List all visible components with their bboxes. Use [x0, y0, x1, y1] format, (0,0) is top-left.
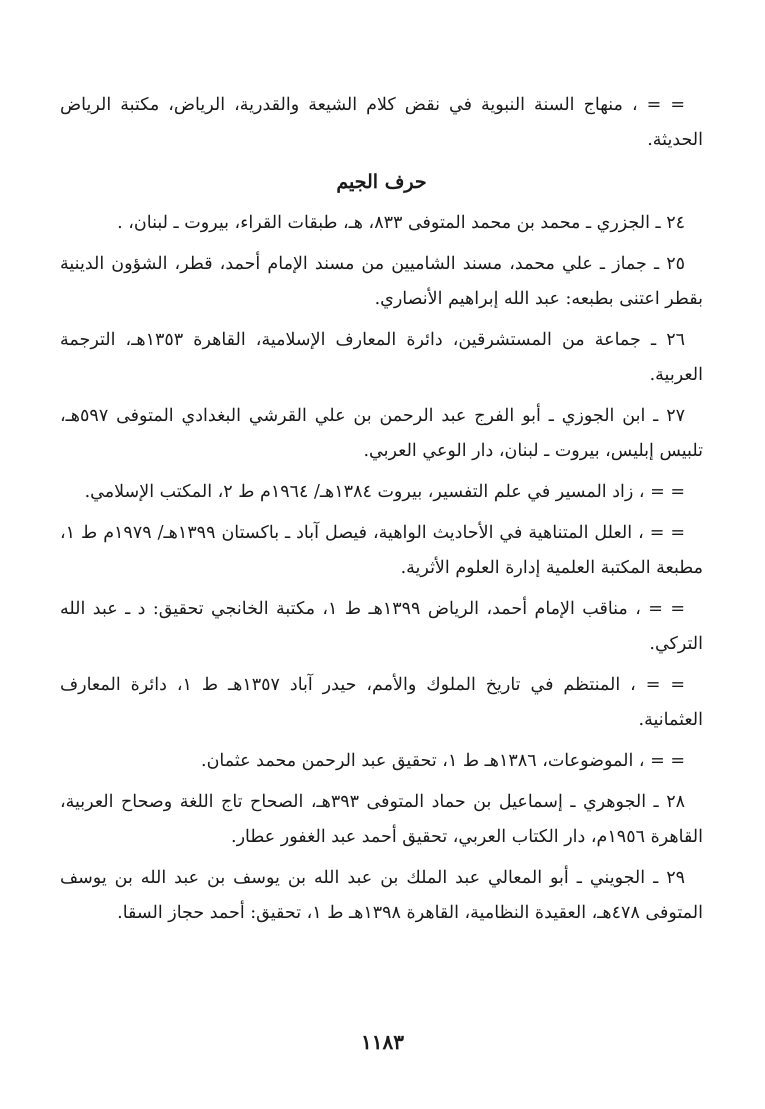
bibliography-entry: ٢٩ ـ الجويني ـ أبو المعالي عبد الملك بن عبد الله بن يوسف بن عبد الله بن يوسف المتوفى ٤٧٨هـ، العقيدة النظامية، القاهرة ١٣٩٨هـ ط ١، تحقيق: أحمد حجاز السقا.	[60, 868, 703, 923]
bibliography-entry: ٢٥ ـ جماز ـ علي محمد، مسند الشاميين من مسند الإمام أحمد، قطر، الشؤون الدينية بقطر اعتنى بطبعه: عبد الله إبراهيم الأنصاري.	[60, 254, 703, 309]
bibliography-entry: = = ، مناقب الإمام أحمد، الرياض ١٣٩٩هـ ط ١، مكتبة الخانجي تحقيق: د ـ عبد الله التركي.	[60, 599, 703, 654]
page-number: ١١٨٣	[361, 1030, 404, 1054]
bibliography-entry: = = ، العلل المتناهية في الأحاديث الواهية، فيصل آباد ـ باكستان ١٣٩٩هـ/ ١٩٧٩م ط ١، مطبعة المكتبة العلمية إدارة العلوم الأثرية.	[60, 523, 703, 578]
bibliography-entry: = = ، زاد المسير في علم التفسير، بيروت ١٣٨٤هـ/ ١٩٦٤م ط ٢، المكتب الإسلامي.	[84, 482, 685, 502]
bibliography-entry: ٢٧ ـ ابن الجوزي ـ أبو الفرج عبد الرحمن بن علي القرشي البغدادي المتوفى ٥٩٧هـ، تلبيس إبليس، بيروت ـ لبنان، دار الوعي العربي.	[60, 406, 703, 461]
bibliography-entry: = = ، الموضوعات، ١٣٨٦هـ ط ١، تحقيق عبد الرحمن محمد عثمان.	[201, 751, 685, 771]
bibliography-entry: ٢٤ ـ الجزري ـ محمد بن محمد المتوفى ٨٣٣، هـ، طبقات القراء، بيروت ـ لبنان، .	[117, 213, 685, 233]
bibliography-entry: ٢٦ ـ جماعة من المستشرقين، دائرة المعارف الإسلامية، القاهرة ١٣٥٣هـ، الترجمة العربية.	[60, 330, 703, 385]
bibliography-entry: = = ، منهاج السنة النبوية في نقض كلام الشيعة والقدرية، الرياض، مكتبة الرياض الحديثة.	[60, 95, 703, 150]
bibliography-page	[60, 88, 703, 937]
bibliography-entry: ٢٨ ـ الجوهري ـ إسماعيل بن حماد المتوفى ٣٩٣هـ، الصحاح تاج اللغة وصحاح العربية، القاهرة ١٩٥٦م، دار الكتاب العربي، تحقيق أحمد عبد الغفور عطار.	[60, 792, 703, 847]
bibliography-entry: = = ، المنتظم في تاريخ الملوك والأمم، حيدر آباد ١٣٥٧هـ ط ١، دائرة المعارف العثمانية.	[60, 675, 703, 730]
section-heading: حرف الجيم	[336, 171, 427, 193]
